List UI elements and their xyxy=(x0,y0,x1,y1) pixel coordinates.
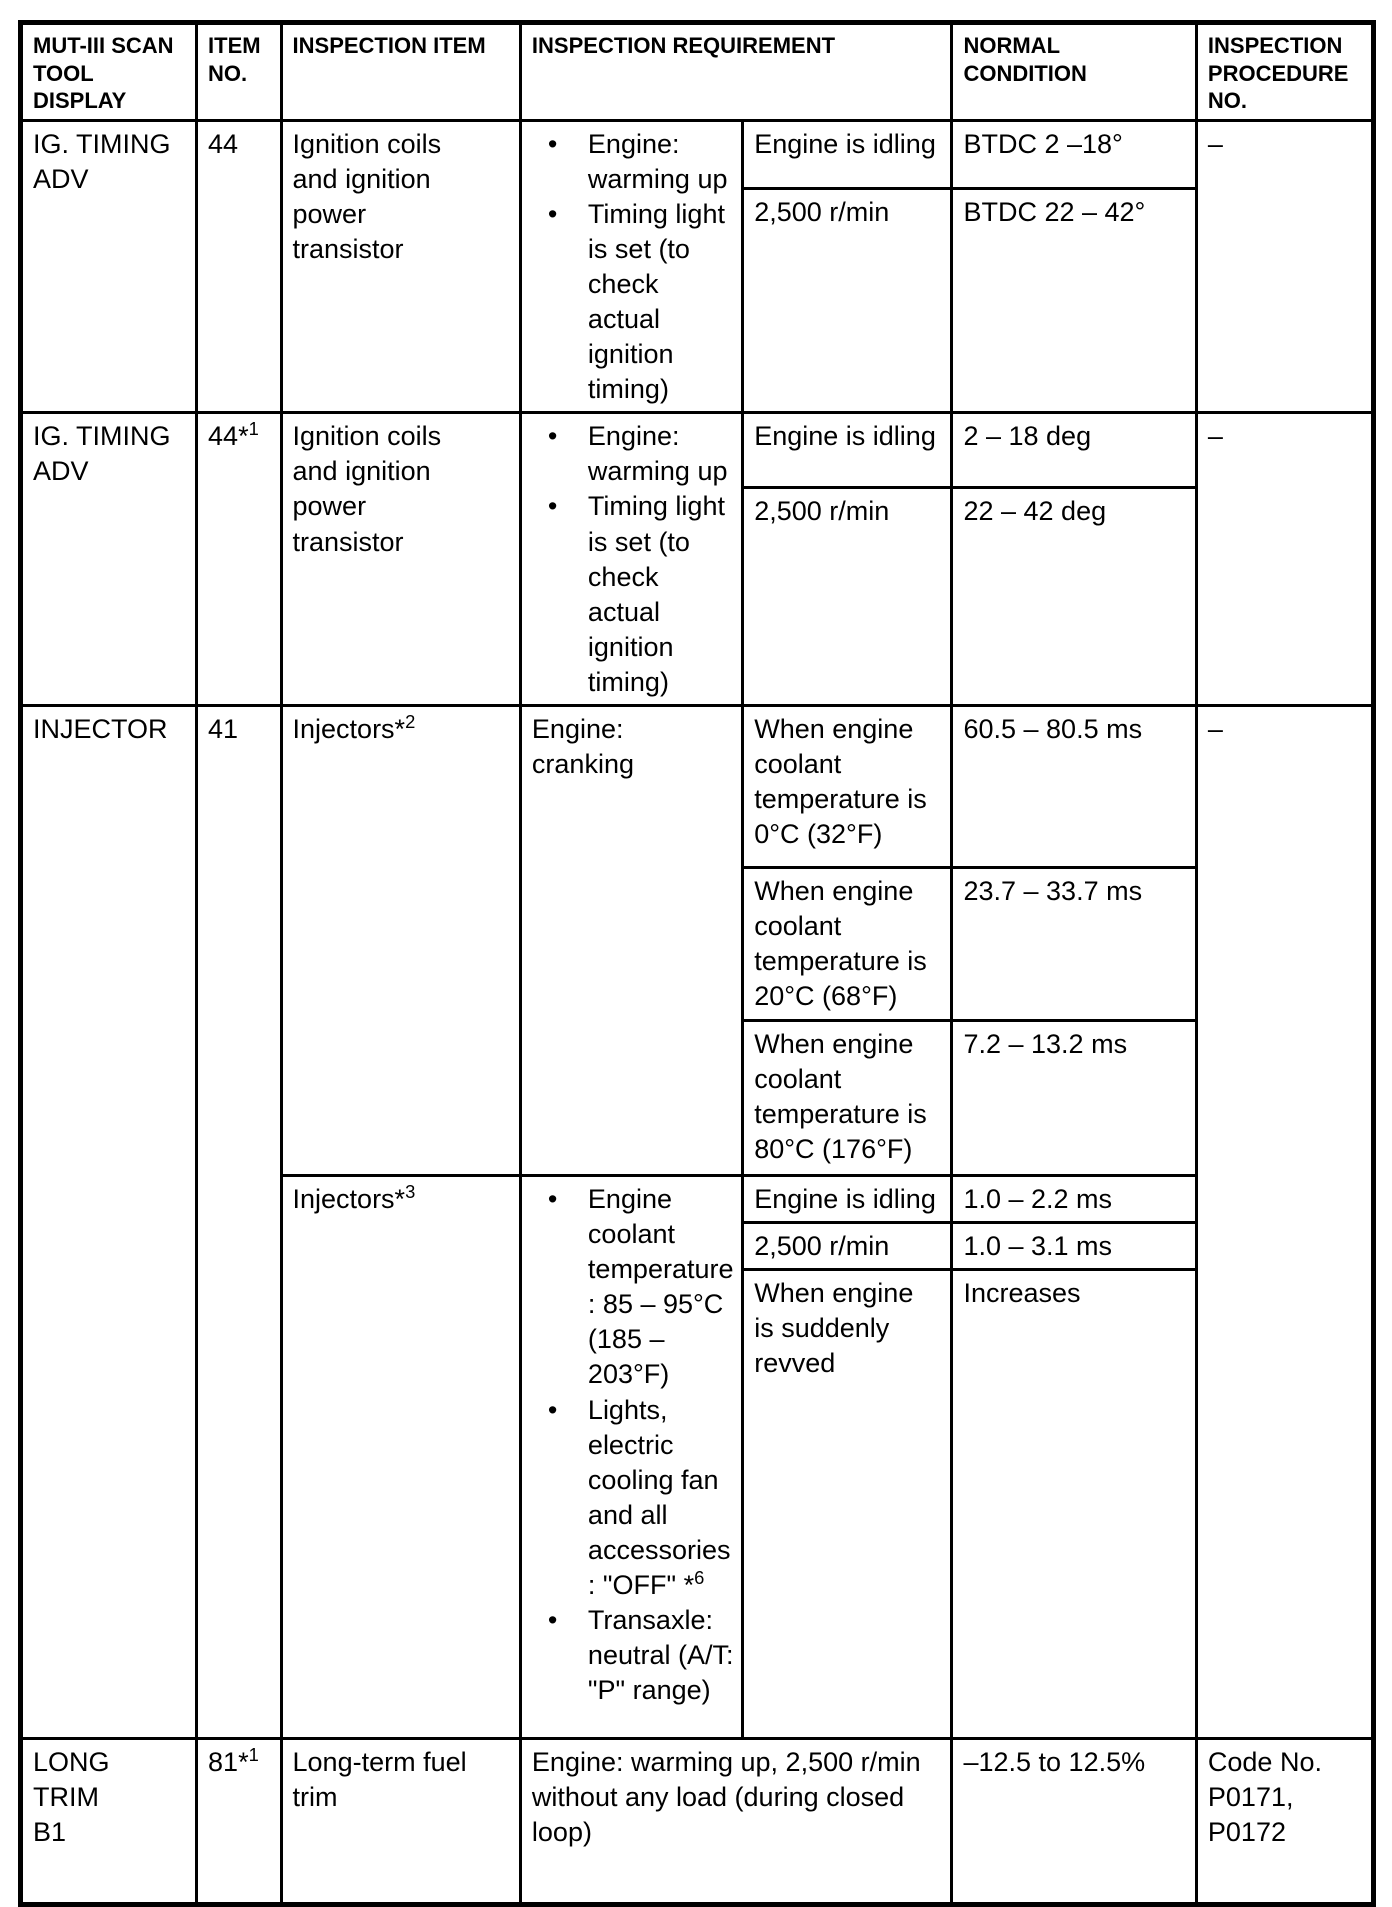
scan-tool-data-table xyxy=(18,20,1376,1907)
bullet-superscript: 6 xyxy=(694,1567,705,1589)
cell-normal: 22 – 42 deg xyxy=(952,487,1196,705)
cell-requirement xyxy=(520,1176,742,1739)
requirement-bullet: • Timing light is set (to check actual ignition timing) xyxy=(532,489,735,700)
cell-item-no: 44 xyxy=(197,120,281,413)
item-superscript: 2 xyxy=(405,711,416,732)
cell-normal: 60.5 – 80.5 ms xyxy=(952,706,1196,868)
cell-condition: Engine is idling xyxy=(743,120,952,188)
cell-requirement xyxy=(520,120,742,413)
requirement-bullet: • Engine: warming up xyxy=(532,127,735,197)
cell-condition: 2,500 r/min xyxy=(743,1223,952,1270)
requirement-bullet: • Timing light is set (to check actual ignition timing) xyxy=(532,197,735,408)
item-superscript: 3 xyxy=(405,1181,416,1202)
requirement-bullet: • Engine coolant temperature : 85 – 95°C (185 – 203°F) xyxy=(532,1182,735,1393)
cell-normal: 23.7 – 33.7 ms xyxy=(952,868,1196,1021)
table-row xyxy=(21,706,1374,868)
cell-requirement xyxy=(520,413,742,706)
cell-condition: When engine coolant temperature is 0°C (32°F) xyxy=(743,706,952,868)
cell-normal: BTDC 22 – 42° xyxy=(952,188,1196,413)
requirement-bullet: • Engine: warming up xyxy=(532,419,735,489)
requirement-bullet: • Lights, electric cooling fan and all accessories : "OFF" *$^6$ xyxy=(532,1393,735,1604)
col-header-normal-condition: NORMAL CONDITION xyxy=(952,23,1196,121)
cell-procedure: Code No. P0171, P0172 xyxy=(1196,1739,1373,1905)
requirement-bullet-list xyxy=(532,1182,735,1708)
cell-procedure: – xyxy=(1196,413,1373,706)
item-superscript: 1 xyxy=(248,1744,259,1766)
cell-normal: –12.5 to 12.5% xyxy=(952,1739,1196,1905)
cell-inspection-item: Ignition coils and ignition power transistor xyxy=(281,413,520,706)
cell-normal: 1.0 – 3.1 ms xyxy=(952,1223,1196,1270)
cell-condition: When engine is suddenly revved xyxy=(743,1270,952,1739)
col-header-item-no: ITEM NO. xyxy=(197,23,281,121)
cell-display: IG. TIMING ADV xyxy=(21,413,197,706)
cell-normal: BTDC 2 –18° xyxy=(952,120,1196,188)
col-header-inspection-requirement: INSPECTION REQUIREMENT xyxy=(520,23,952,121)
cell-condition: When engine coolant temperature is 20°C (68°F) xyxy=(743,868,952,1021)
requirement-bullet: • Transaxle: neutral (A/T: "P" range) xyxy=(532,1603,735,1708)
cell-display: INJECTOR xyxy=(21,706,197,1739)
table-row xyxy=(21,1739,1374,1905)
cell-normal: 2 – 18 deg xyxy=(952,413,1196,488)
cell-item-no: 81*$^1$ xyxy=(197,1739,281,1905)
cell-inspection-item: Injectors*$^2$ xyxy=(281,706,520,1176)
cell-condition: 2,500 r/min xyxy=(743,487,952,705)
col-header-display: MUT-III SCAN TOOL DISPLAY xyxy=(21,23,197,121)
cell-item-no: 41 xyxy=(197,706,281,1739)
requirement-bullet-list xyxy=(532,419,735,700)
cell-normal: Increases xyxy=(952,1270,1196,1739)
cell-condition: When engine coolant temperature is 80°C (176°F) xyxy=(743,1021,952,1176)
cell-normal: 1.0 – 2.2 ms xyxy=(952,1176,1196,1223)
cell-inspection-item: Ignition coils and ignition power transistor xyxy=(281,120,520,413)
col-header-inspection-procedure-no: INSPECTION PROCEDURE NO. xyxy=(1196,23,1373,121)
cell-inspection-item: Injectors*$^3$ xyxy=(281,1176,520,1739)
cell-requirement: Engine: warming up, 2,500 r/min without any load (during closed loop) xyxy=(520,1739,952,1905)
cell-item-no: 44*$^1$ xyxy=(197,413,281,706)
cell-requirement: Engine: cranking xyxy=(520,706,742,1176)
cell-normal: 7.2 – 13.2 ms xyxy=(952,1021,1196,1176)
table-header-row xyxy=(21,23,1374,121)
cell-condition: Engine is idling xyxy=(743,1176,952,1223)
cell-procedure: – xyxy=(1196,706,1373,1739)
cell-display: LONG TRIM B1 xyxy=(21,1739,197,1905)
cell-condition: 2,500 r/min xyxy=(743,188,952,413)
cell-condition: Engine is idling xyxy=(743,413,952,488)
cell-inspection-item: Long-term fuel trim xyxy=(281,1739,520,1905)
requirement-bullet-list xyxy=(532,127,735,408)
table-row xyxy=(21,413,1374,488)
item-superscript: 1 xyxy=(248,418,259,440)
col-header-inspection-item: INSPECTION ITEM xyxy=(281,23,520,121)
cell-display: IG. TIMING ADV xyxy=(21,120,197,413)
table-row xyxy=(21,120,1374,188)
cell-procedure: – xyxy=(1196,120,1373,413)
